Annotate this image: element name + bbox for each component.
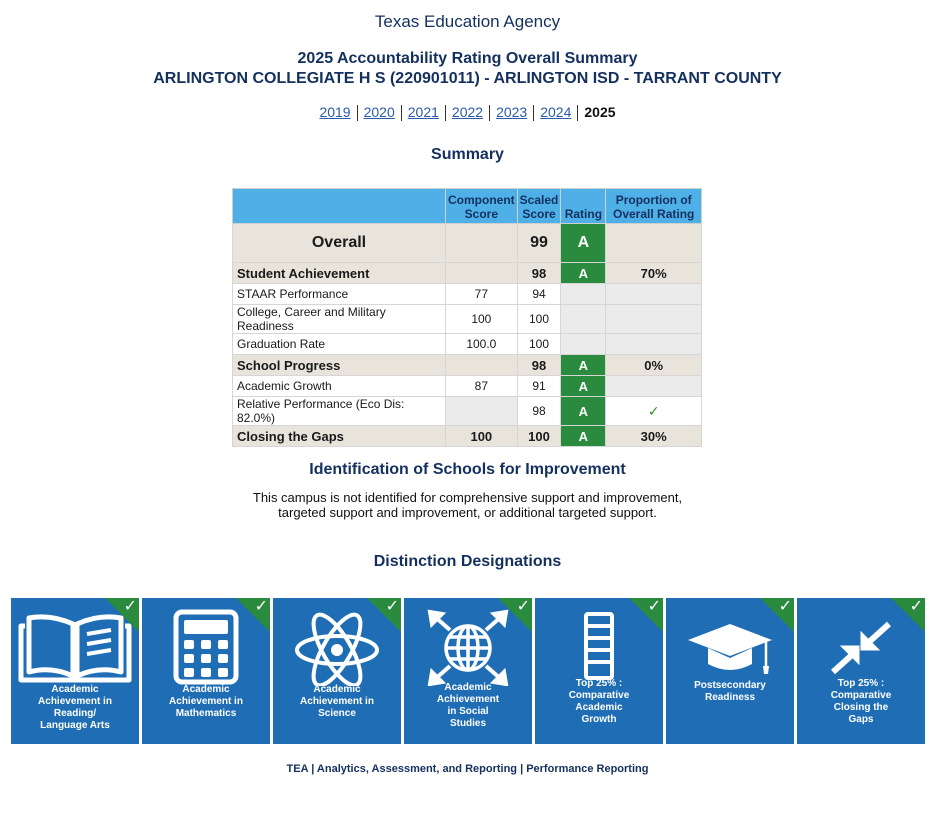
check-icon: ✓ <box>123 598 137 615</box>
rating-cell: A <box>561 397 606 426</box>
scaled-score: 100 <box>517 334 561 355</box>
tile-label-line: Academic <box>51 684 99 695</box>
tile-label <box>670 680 790 704</box>
component-score <box>446 263 518 284</box>
proportion-cell <box>606 284 702 305</box>
component-score: 100 <box>446 305 518 334</box>
year-link-2024[interactable]: 2024 <box>540 104 572 120</box>
scaled-score: 98 <box>517 397 561 426</box>
relative-performance-row <box>233 397 702 426</box>
proportion-header: Proportion of Overall Rating <box>606 189 702 224</box>
scaled-score: 91 <box>517 376 561 397</box>
proportion-cell <box>606 305 702 334</box>
check-icon: ✓ <box>778 598 792 615</box>
row-label: Relative Performance (Eco Dis: 82.0%) <box>233 397 446 426</box>
distinction-tile-science[interactable] <box>273 598 401 744</box>
distinction-tile-social-studies[interactable] <box>404 598 532 744</box>
distinction-tile-postsecondary[interactable] <box>666 598 794 744</box>
checkmark-icon: ✓ <box>647 402 660 419</box>
tile-label-line: Growth <box>581 714 617 725</box>
book-icon <box>11 608 139 686</box>
row-label: Student Achievement <box>233 263 446 284</box>
rating-cell <box>561 284 606 305</box>
tile-label-line: Academic <box>444 682 492 693</box>
tile-label-line: Academic <box>182 684 230 695</box>
proportion-cell: 70% <box>606 263 702 284</box>
row-label: School Progress <box>233 355 446 376</box>
row-label: STAAR Performance <box>233 284 446 305</box>
proportion-cell <box>606 397 702 426</box>
tile-label-line: Reading/ <box>53 708 97 719</box>
rating-cell <box>561 305 606 334</box>
rating-header: Rating <box>561 189 606 224</box>
identification-heading: Identification of Schools for Improvement <box>309 461 626 478</box>
ladder-icon <box>535 608 663 686</box>
component-score-header: Component Score <box>446 189 518 224</box>
globe-icon <box>404 608 532 686</box>
agency-name: Texas Education Agency <box>374 12 561 31</box>
overall-label: Overall <box>233 224 446 263</box>
distinction-heading: Distinction Designations <box>373 553 562 570</box>
rating-cell: A <box>561 376 606 397</box>
tile-label-line: Achievement in <box>300 696 374 707</box>
tile-label-line: Comparative <box>830 690 892 701</box>
staar-row <box>233 284 702 305</box>
student-achievement-row <box>233 263 702 284</box>
proportion-cell: 30% <box>606 426 702 447</box>
check-icon: ✓ <box>385 598 399 615</box>
tile-label <box>15 684 135 732</box>
tile-label <box>146 684 266 720</box>
row-label: Academic Growth <box>233 376 446 397</box>
tile-label <box>408 682 528 730</box>
tile-label-line: Academic <box>313 684 361 695</box>
proportion-cell: 0% <box>606 355 702 376</box>
tile-label-line: Top 25% : <box>837 678 885 689</box>
year-link-2023[interactable]: 2023 <box>496 104 528 120</box>
current-year: 2025 <box>584 104 616 120</box>
tile-label-line: in Social <box>447 706 489 717</box>
summary-heading: Summary <box>431 146 504 163</box>
overall-proportion <box>606 224 702 263</box>
rating-cell: A <box>561 426 606 447</box>
component-score: 77 <box>446 284 518 305</box>
scaled-score: 98 <box>517 355 561 376</box>
distinction-tiles <box>11 598 926 746</box>
summary-table <box>232 188 702 447</box>
rating-cell: A <box>561 263 606 284</box>
academic-growth-row <box>233 376 702 397</box>
school-progress-row <box>233 355 702 376</box>
graduation-cap-icon <box>666 608 794 686</box>
tile-label-line: Closing the <box>833 702 889 713</box>
check-icon: ✓ <box>254 598 268 615</box>
tile-label-line: Achievement <box>436 694 500 705</box>
rating-cell <box>561 334 606 355</box>
overall-scaled: 99 <box>517 224 561 263</box>
tile-label-line: Comparative <box>568 690 630 701</box>
label-header <box>233 189 446 224</box>
tile-label-line: Top 25% : <box>575 678 623 689</box>
row-label: Graduation Rate <box>233 334 446 355</box>
converging-arrows-icon <box>797 608 925 686</box>
year-link-2022[interactable]: 2022 <box>451 104 484 120</box>
check-icon: ✓ <box>909 598 923 615</box>
tile-label-line: Mathematics <box>175 708 237 719</box>
calculator-icon <box>142 608 270 686</box>
scaled-score-header: Scaled Score <box>517 189 561 224</box>
closing-the-gaps-row <box>233 426 702 447</box>
component-score: 100.0 <box>446 334 518 355</box>
campus-subtitle: ARLINGTON COLLEGIATE H S (220901011) - ARLINGTON ISD - TARRANT COUNTY <box>153 70 782 87</box>
component-score: 100 <box>446 426 518 447</box>
tile-label <box>539 678 659 726</box>
component-score: 87 <box>446 376 518 397</box>
tile-label-line: Academic <box>575 702 623 713</box>
tile-label-line: Studies <box>449 718 487 729</box>
tile-label-line: Language Arts <box>40 720 110 731</box>
distinction-tile-mathematics[interactable] <box>142 598 270 744</box>
component-score <box>446 355 518 376</box>
tile-label-line: Readiness <box>704 692 756 703</box>
identification-line: This campus is not identified for comprehensive support and improvement, <box>252 490 683 505</box>
year-link-2019[interactable]: 2019 <box>319 104 351 120</box>
tile-label-line: Science <box>318 708 356 719</box>
year-link-2020[interactable]: 2020 <box>363 104 395 120</box>
tile-label <box>277 684 397 720</box>
year-navigation <box>0 104 935 121</box>
identification-text <box>0 490 935 520</box>
check-icon: ✓ <box>516 598 530 615</box>
identification-line: targeted support and improvement, or additional targeted support. <box>278 505 657 520</box>
scaled-score: 100 <box>517 426 561 447</box>
graduation-rate-row <box>233 334 702 355</box>
rating-cell: A <box>561 355 606 376</box>
atom-icon <box>273 608 401 686</box>
component-score <box>446 397 518 426</box>
tile-label-line: Gaps <box>848 714 874 725</box>
check-icon: ✓ <box>647 598 661 615</box>
scaled-score: 98 <box>517 263 561 284</box>
tile-label <box>801 678 921 726</box>
tile-label-line: Postsecondary <box>694 680 766 691</box>
footer: TEA | Analytics, Assessment, and Reporting | Performance Reporting <box>286 763 649 775</box>
row-label: College, Career and Military Readiness <box>233 305 446 334</box>
scaled-score: 94 <box>517 284 561 305</box>
year-link-2021[interactable]: 2021 <box>407 104 439 120</box>
ccmr-row <box>233 305 702 334</box>
scaled-score: 100 <box>517 305 561 334</box>
tile-label-line: Achievement in <box>169 696 243 707</box>
overall-rating: A <box>561 224 606 263</box>
row-label: Closing the Gaps <box>233 426 446 447</box>
table-header-row <box>233 189 702 224</box>
distinction-tile-closing-gaps[interactable] <box>797 598 925 744</box>
page-title: 2025 Accountability Rating Overall Summary <box>297 50 638 67</box>
overall-row <box>233 224 702 263</box>
proportion-cell <box>606 376 702 397</box>
tile-label-line: Achievement in <box>38 696 112 707</box>
distinction-tile-reading[interactable] <box>11 598 139 744</box>
distinction-tile-academic-growth[interactable] <box>535 598 663 744</box>
overall-component <box>446 224 518 263</box>
proportion-cell <box>606 334 702 355</box>
